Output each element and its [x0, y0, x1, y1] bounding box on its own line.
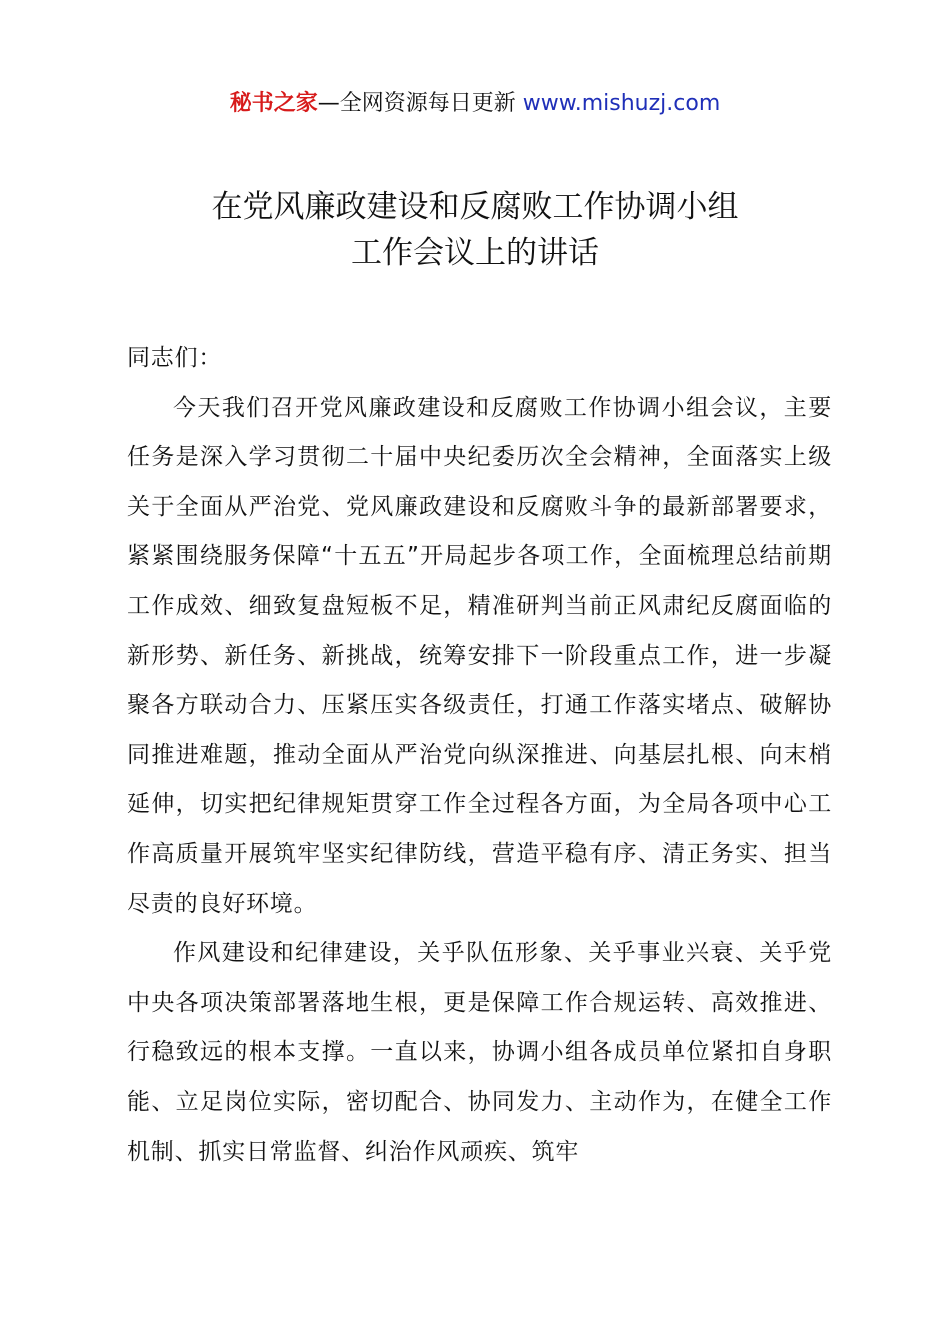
paragraph-1: 今天我们召开党风廉政建设和反腐败工作协调小组会议，主要任务是深入学习贯彻二十届中央纪委历次全会精神，全面落实上级关于全面从严治党、党风廉政建设和反腐败斗争的最新部署要求，紧紧围绕服务保障“十五五”开局起步各项工作，全面梳理总结前期工作成效、细致复盘短板不足，精准研判当前正风肃纪反腐面临的新形势、新任务、新挑战，统筹安排下一阶段重点工作，进一步凝聚各方联动合力、压紧压实各级责任，打通工作落实堵点、破解协同推进难题，推动全面从严治党向纵深推进、向基层扎根、向末梢延伸，切实把纪律规矩贯穿工作全过程各方面，为全局各项中心工作高质量开展筑牢坚实纪律防线，营造平稳有序、清正务实、担当尽责的良好环境。 — [127, 394, 832, 917]
document-body — [127, 334, 832, 1177]
salutation: 同志们： — [127, 345, 223, 371]
site-tagline: —全网资源每日更新 — [317, 91, 523, 116]
title-line-1: 在党风廉政建设和反腐败工作协调小组 — [211, 189, 739, 225]
site-url-link[interactable]: www.mishuzj.com — [522, 91, 721, 116]
document-title — [0, 184, 950, 276]
site-header — [0, 88, 950, 120]
title-line-2: 工作会议上的讲话 — [351, 235, 599, 271]
site-brand: 秘书之家 — [229, 91, 318, 116]
paragraph-2: 作风建设和纪律建设，关乎队伍形象、关乎事业兴衰、关乎党中央各项决策部署落地生根，更是保障工作合规运转、高效推进、行稳致远的根本支撑。一直以来，协调小组各成员单位紧扣自身职能、立足岗位实际，密切配合、协同发力、主动作为，在健全工作机制、抓实日常监督、纠治作风顽疾、筑牢 — [127, 940, 832, 1165]
